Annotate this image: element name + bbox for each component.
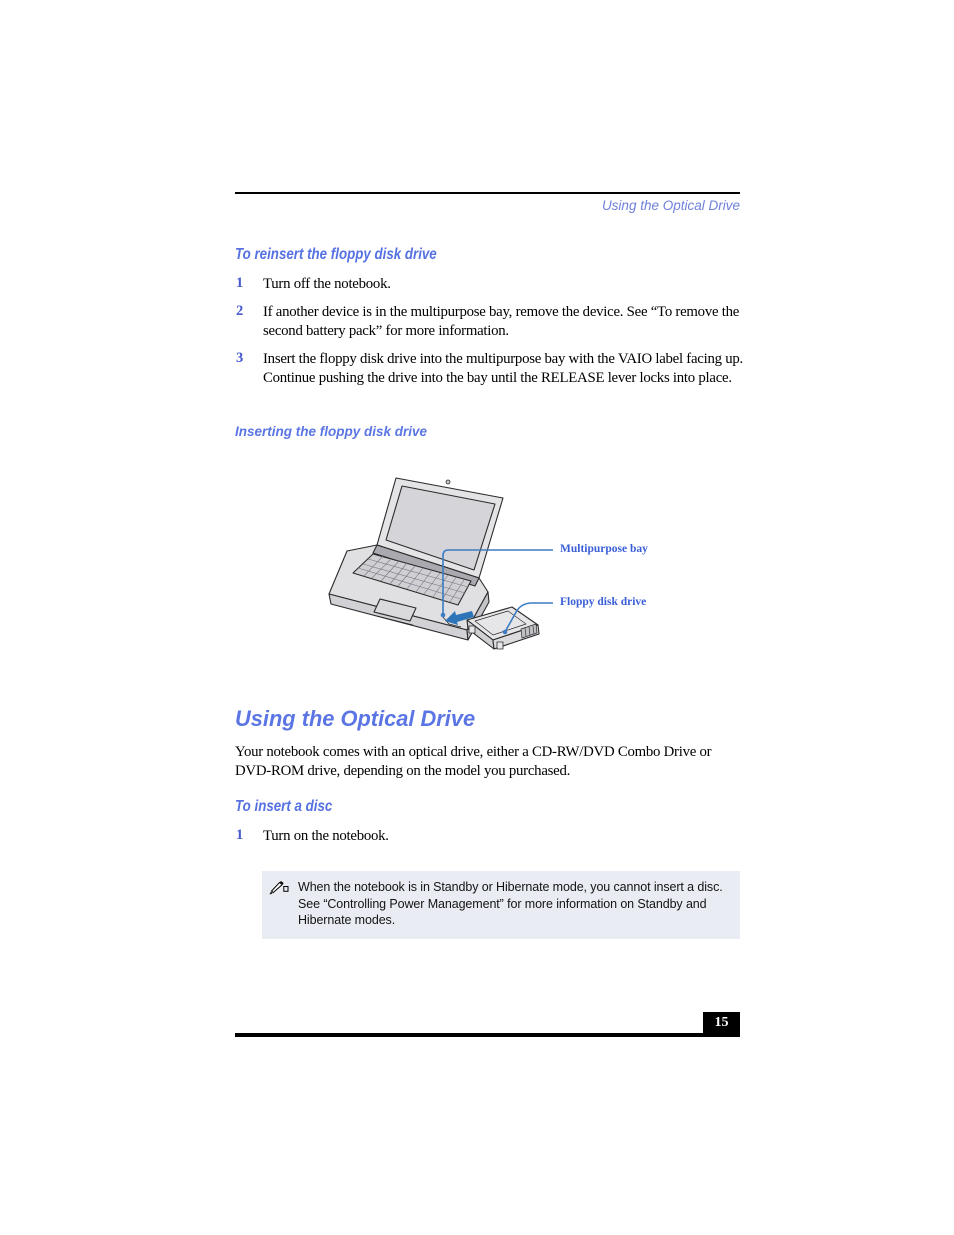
step-number: 3 [236, 350, 244, 366]
step-item [235, 827, 740, 846]
heading-insert-disc: To insert a disc [235, 798, 333, 815]
page-number-badge: 15 [703, 1012, 740, 1034]
step-item [235, 350, 743, 388]
step-number: 1 [236, 275, 244, 291]
figure-caption: Inserting the floppy disk drive [235, 424, 428, 439]
heading-reinsert-floppy: To reinsert the floppy disk drive [235, 246, 437, 263]
step-text: If another device is in the multipurpose bay, remove the device. See “To remove the second battery pack” for more information. [263, 304, 740, 339]
header-rule [235, 192, 740, 194]
label-multipurpose-bay: Multipurpose bay [560, 543, 648, 555]
running-head: Using the Optical Drive [601, 198, 740, 213]
step-item [235, 303, 740, 341]
step-item [235, 275, 740, 294]
intro-paragraph: Your notebook comes with an optical drive, either a CD-RW/DVD Combo Drive or DVD-ROM drive, depending on the model you purchased. [235, 744, 712, 779]
step-text: Turn on the notebook. [263, 828, 389, 844]
section-title-optical-drive: Using the Optical Drive [235, 706, 476, 731]
footer-rule [235, 1033, 740, 1037]
step-text: Turn off the notebook. [263, 276, 391, 292]
pencil-note-icon [269, 880, 289, 901]
step-text: Insert the floppy disk drive into the multipurpose bay with the VAIO label facing up. Continue pushing the drive into the bay until the RELEASE lever locks into place. [263, 351, 743, 386]
label-floppy-disk-drive: Floppy disk drive [560, 596, 647, 608]
laptop-drawing [329, 478, 503, 640]
step-number: 1 [236, 827, 244, 843]
step-number: 2 [236, 303, 244, 319]
note-box [262, 871, 740, 939]
laptop-illustration [235, 468, 740, 664]
figure-inserting-floppy [235, 468, 740, 664]
note-text: When the notebook is in Standby or Hibernate mode, you cannot insert a disc. See “Controlling Power Management” for more information on Standby and Hibernate modes. [298, 880, 723, 927]
